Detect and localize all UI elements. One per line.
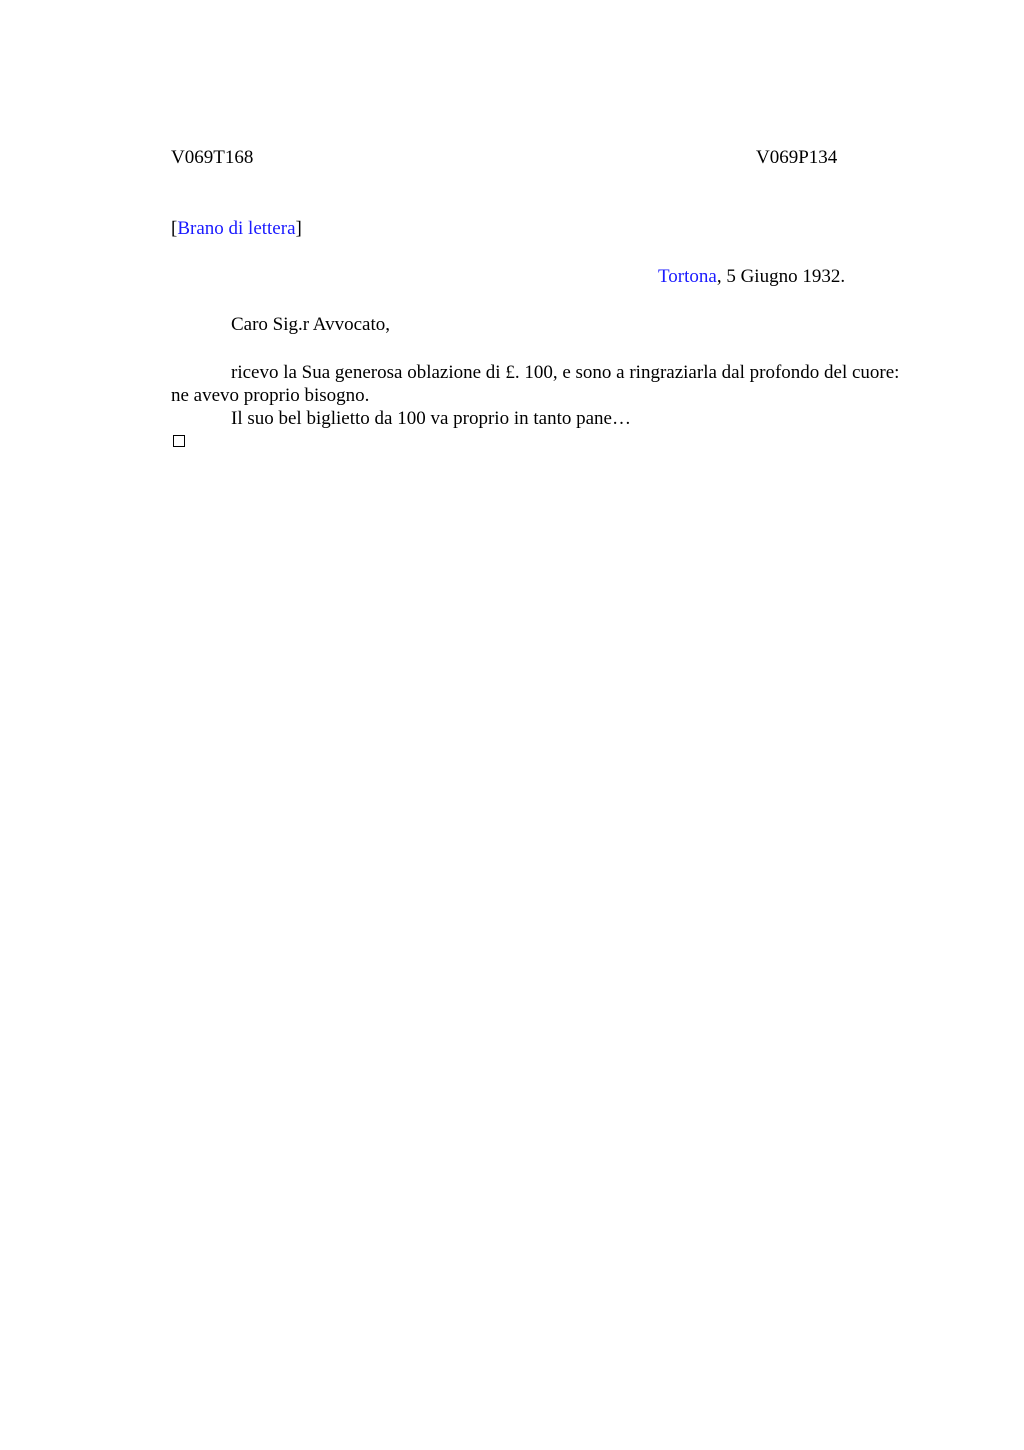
date-line [658,266,845,288]
heading-open-bracket: [ [171,218,178,239]
body-paragraph: Il suo bel biglietto da 100 va proprio in tanto pane… [231,408,631,429]
salutation: Caro Sig.r Avvocato, [231,314,391,335]
body-paragraph: ricevo la Sua generosa oblazione di £. 100, e sono a ringraziarla dal profondo del cuore: ne avevo proprio bisogno. [171,362,900,406]
end-marker-box-icon [173,435,185,447]
place-link[interactable]: Tortona [658,266,717,287]
heading-link[interactable]: Brano di lettera [177,218,296,239]
heading-close-bracket: ] [295,218,302,239]
section-heading [171,218,302,240]
letter-body [171,361,911,430]
document-code-right: V069P134 [756,147,838,168]
date-text: , 5 Giugno 1932. [716,266,846,287]
document-code-left: V069T168 [171,147,254,168]
